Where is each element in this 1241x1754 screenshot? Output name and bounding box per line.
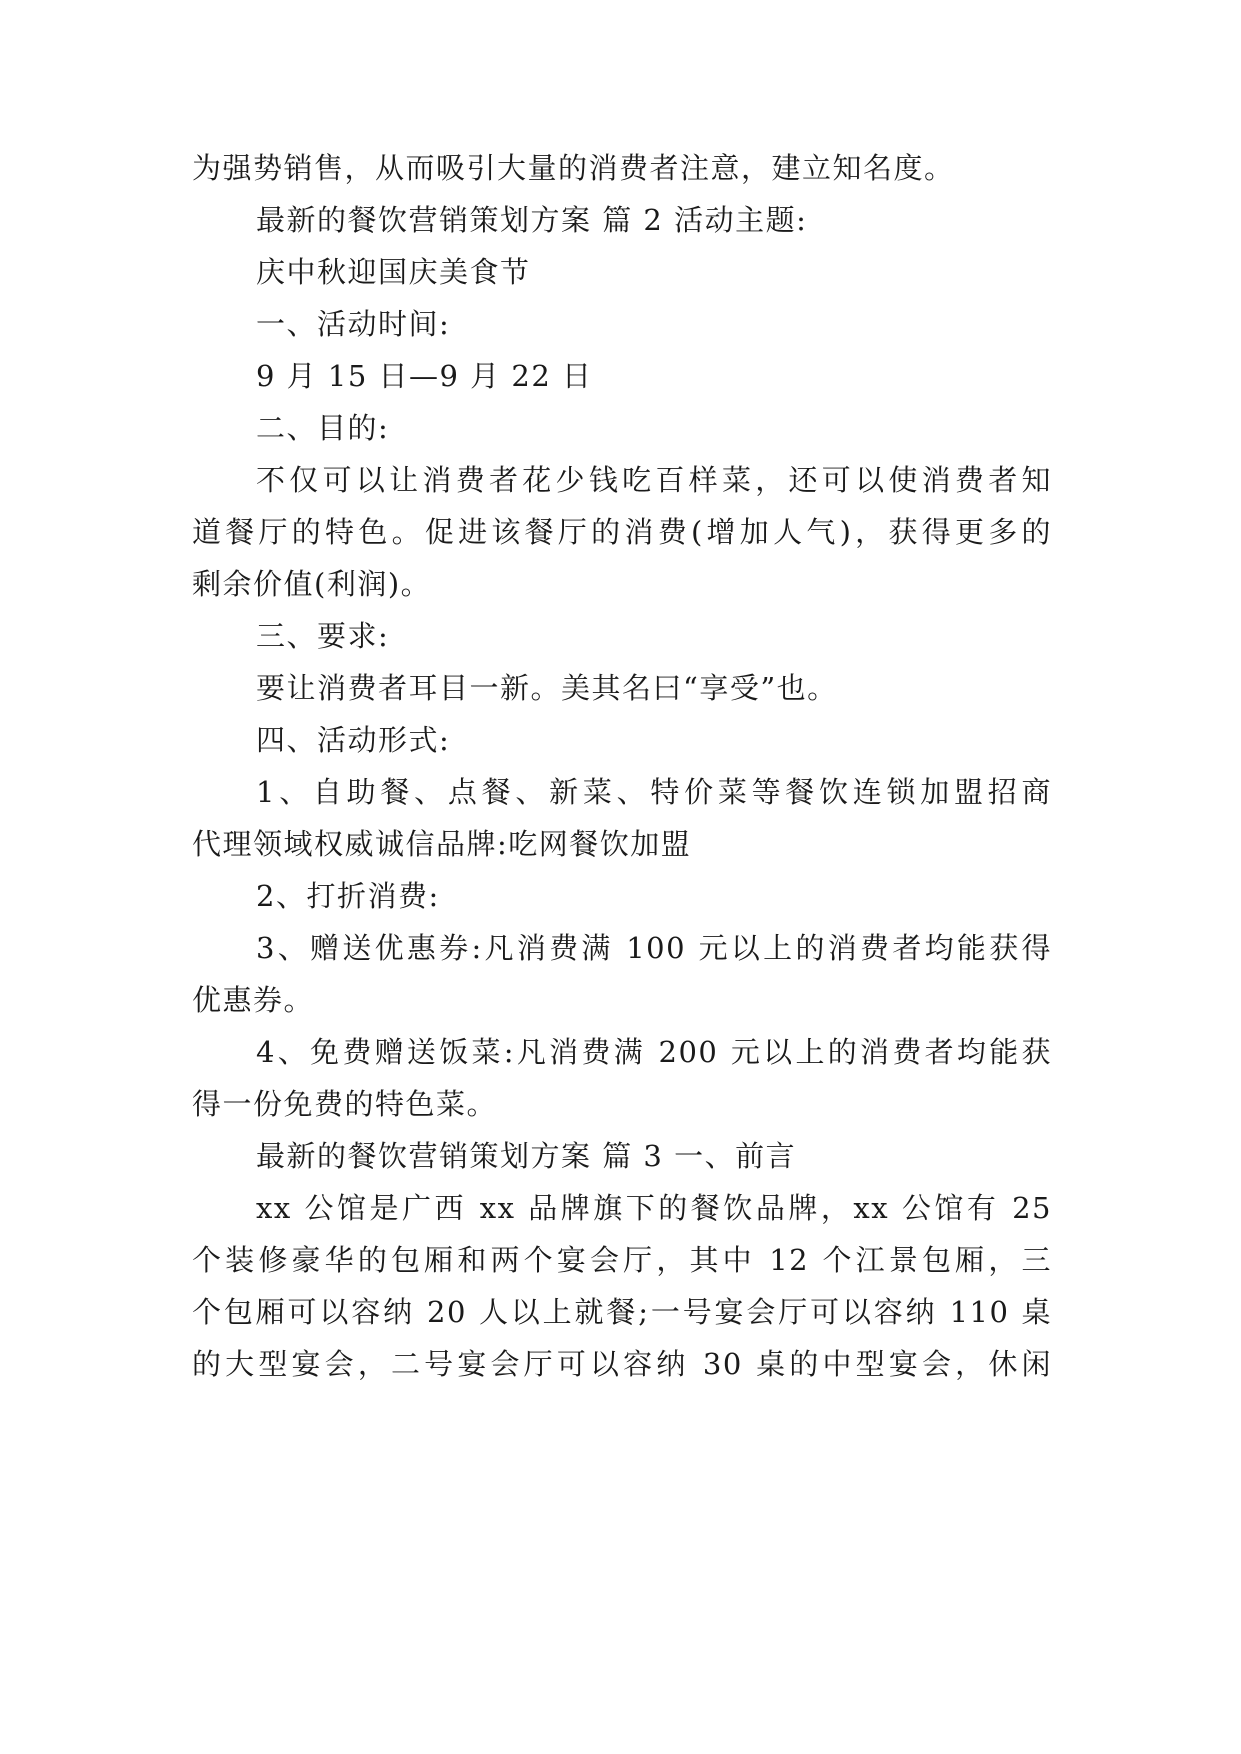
paragraph-line: 要让消费者耳目一新。美其名曰“享受”也。 [256, 671, 838, 705]
paragraph-line: 2、打折消费: [256, 879, 440, 913]
paragraph-line: 剩余价值(利润)。 [192, 567, 432, 601]
paragraph-line: 优惠券。 [192, 983, 315, 1017]
paragraph-line: 得一份免费的特色菜。 [192, 1087, 498, 1121]
paragraph-line: 4、免费赠送饭菜:凡消费满 200 元以上的消费者均能获 [256, 1035, 1052, 1069]
paragraph-line: 为强势销售，从而吸引大量的消费者注意，建立知名度。 [192, 151, 955, 185]
paragraph-line: 一、活动时间: [256, 307, 451, 341]
paragraph-line: 个包厢可以容纳 20 人以上就餐;一号宴会厅可以容纳 110 桌 [192, 1295, 1052, 1329]
paragraph-line: 庆中秋迎国庆美食节 [256, 255, 531, 289]
paragraph-line: 的大型宴会，二号宴会厅可以容纳 30 桌的中型宴会，休闲 [192, 1347, 1052, 1381]
section-heading-line: 最新的餐饮营销策划方案 篇 3 一、前言 [256, 1139, 797, 1173]
paragraph-line: 3、赠送优惠券:凡消费满 100 元以上的消费者均能获得 [256, 931, 1052, 965]
paragraph-line: 1、自助餐、点餐、新菜、特价菜等餐饮连锁加盟招商 [256, 775, 1052, 809]
paragraph-line: 不仅可以让消费者花少钱吃百样菜，还可以使消费者知 [256, 463, 1052, 497]
paragraph-line: 9 月 15 日—9 月 22 日 [256, 359, 593, 393]
paragraph-line: 道餐厅的特色。促进该餐厅的消费(增加人气)，获得更多的 [192, 515, 1052, 549]
paragraph-line: 二、目的: [256, 411, 390, 445]
section-heading-line: 最新的餐饮营销策划方案 篇 2 活动主题: [256, 203, 808, 237]
paragraph-line: xx 公馆是广西 xx 品牌旗下的餐饮品牌，xx 公馆有 25 [256, 1191, 1052, 1225]
paragraph-line: 代理领域权威诚信品牌:吃网餐饮加盟 [192, 827, 692, 861]
paragraph-line: 四、活动形式: [256, 723, 451, 757]
paragraph-line: 三、要求: [256, 619, 390, 653]
paragraph-line: 个装修豪华的包厢和两个宴会厅，其中 12 个江景包厢，三 [192, 1243, 1052, 1277]
